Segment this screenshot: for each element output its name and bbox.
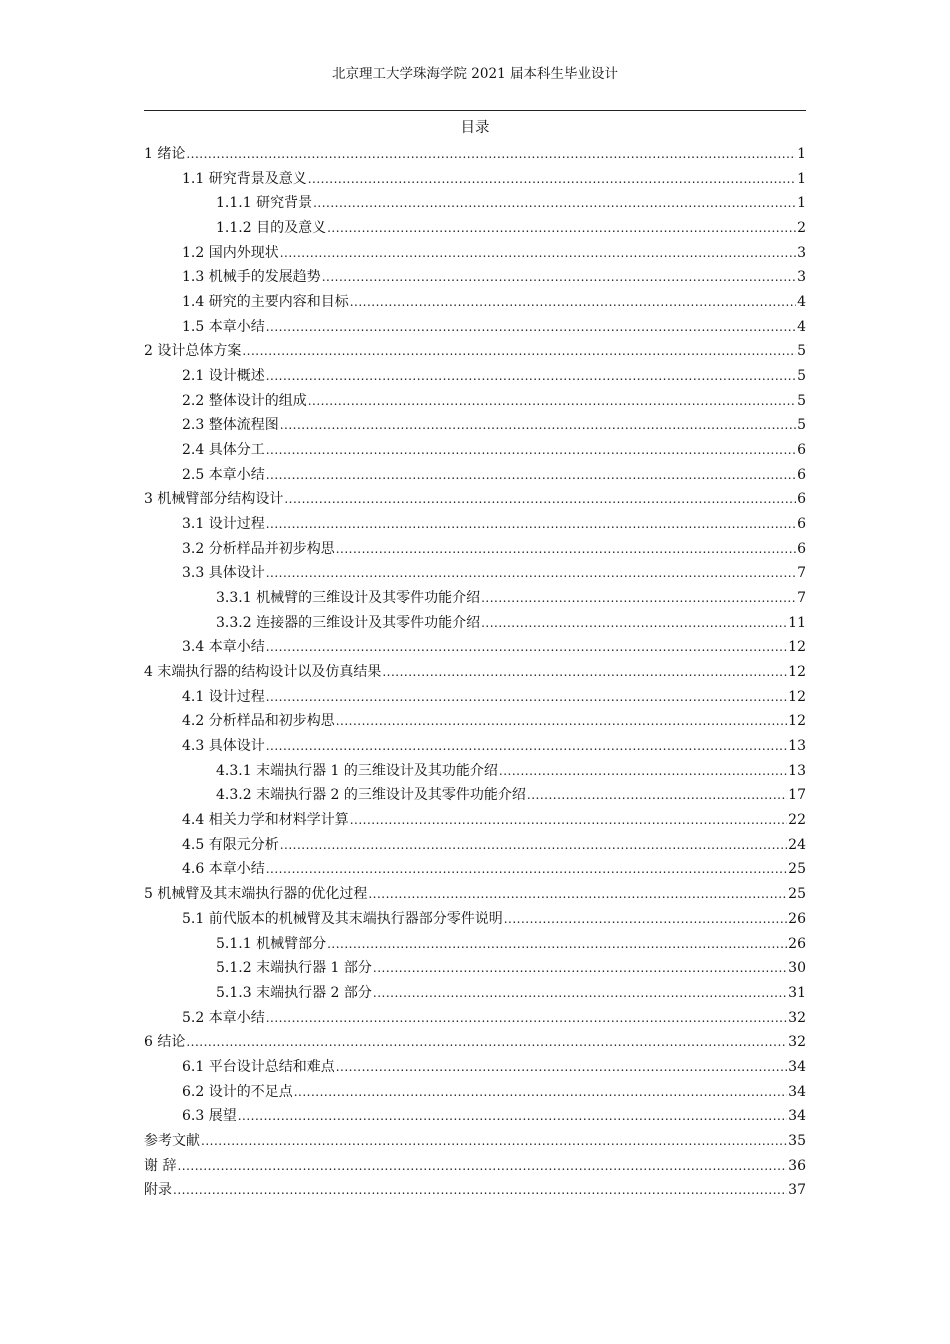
toc-entry[interactable] [144, 1055, 806, 1080]
toc-entry-page-number: 34 [788, 1058, 806, 1075]
toc-entry[interactable] [144, 586, 806, 611]
toc-dot-leader [266, 364, 796, 389]
toc-entry[interactable] [144, 438, 806, 463]
toc-entry-label: 2.1 设计概述 [182, 368, 265, 385]
toc-entry-page-number: 2 [797, 220, 806, 237]
toc-entry-label: 3.3 具体设计 [182, 565, 265, 582]
toc-dot-leader [336, 537, 796, 562]
toc-entry-label: 4.5 有限元分析 [182, 836, 279, 853]
toc-entry[interactable] [144, 487, 806, 512]
toc-entry[interactable] [144, 537, 806, 562]
toc-dot-leader [177, 1154, 787, 1179]
toc-entry-page-number: 5 [797, 392, 806, 409]
toc-dot-leader [280, 413, 796, 438]
toc-entry-label: 6.3 展望 [182, 1108, 237, 1125]
toc-entry-label: 2.2 整体设计的组成 [182, 392, 307, 409]
toc-entry[interactable] [144, 290, 806, 315]
toc-entry-page-number: 5 [797, 368, 806, 385]
toc-entry[interactable] [144, 413, 806, 438]
toc-entry[interactable] [144, 857, 806, 882]
toc-entry[interactable] [144, 1030, 806, 1055]
toc-dot-leader [322, 265, 796, 290]
toc-entry-label: 5.2 本章小结 [182, 1009, 265, 1026]
toc-entry[interactable] [144, 265, 806, 290]
toc-entry[interactable] [144, 833, 806, 858]
toc-entry-label: 5.1.2 末端执行器 1 部分 [216, 960, 372, 977]
toc-entry[interactable] [144, 512, 806, 537]
toc-entry[interactable] [144, 142, 806, 167]
toc-dot-leader [201, 1129, 787, 1154]
toc-entry-label: 3 机械臂部分结构设计 [144, 491, 284, 508]
toc-dot-leader [368, 882, 787, 907]
toc-entry-page-number: 1 [797, 146, 806, 162]
toc-entry-label: 2.3 整体流程图 [182, 417, 279, 434]
toc-entry-label: 6.2 设计的不足点 [182, 1083, 293, 1100]
toc-entry-label: 5.1.1 机械臂部分 [216, 935, 327, 952]
toc-dot-leader [266, 685, 787, 710]
toc-dot-leader [266, 635, 787, 660]
toc-entry-label: 3.1 设计过程 [182, 516, 265, 533]
toc-entry[interactable] [144, 463, 806, 488]
toc-entry-page-number: 24 [788, 836, 806, 853]
toc-entry-page-number: 12 [788, 639, 806, 656]
toc-entry-page-number: 32 [788, 1009, 806, 1026]
toc-entry[interactable] [144, 783, 806, 808]
toc-title: 目录 [460, 120, 490, 136]
toc-entry-label: 4.4 相关力学和材料学计算 [182, 812, 349, 829]
toc-entry-label: 4 末端执行器的结构设计以及仿真结果 [144, 664, 382, 681]
toc-dot-leader [527, 783, 787, 808]
toc-dot-leader [186, 142, 796, 167]
toc-dot-leader [336, 709, 787, 734]
toc-entry-page-number: 37 [788, 1182, 806, 1199]
toc-entry-page-number: 12 [788, 664, 806, 681]
toc-entry-page-number: 34 [788, 1108, 806, 1125]
toc-entry[interactable] [144, 315, 806, 340]
toc-entry-label: 1.1 研究背景及意义 [182, 170, 307, 187]
toc-entry-label: 2.4 具体分工 [182, 442, 265, 459]
toc-entry-label: 1.1.1 研究背景 [216, 195, 313, 212]
toc-dot-leader [294, 1080, 787, 1105]
toc-entry[interactable] [144, 191, 806, 216]
toc-entry-label: 5.1.3 末端执行器 2 部分 [216, 984, 372, 1001]
toc-entry[interactable] [144, 561, 806, 586]
toc-dot-leader [266, 857, 787, 882]
toc-dot-leader [373, 956, 787, 981]
toc-entry-page-number: 17 [788, 787, 806, 804]
toc-entry[interactable] [144, 1006, 806, 1031]
toc-dot-leader [266, 561, 796, 586]
toc-entry[interactable] [144, 709, 806, 734]
toc-entry[interactable] [144, 808, 806, 833]
toc-entry-label: 3.2 分析样品并初步构思 [182, 540, 335, 557]
toc-dot-leader [350, 808, 787, 833]
toc-entry-label: 附录 [144, 1182, 172, 1199]
toc-dot-leader [266, 463, 796, 488]
toc-dot-leader [481, 586, 796, 611]
table-of-contents [144, 142, 806, 1203]
toc-dot-leader [280, 833, 787, 858]
toc-entry-label: 1.5 本章小结 [182, 318, 265, 335]
toc-dot-leader [266, 315, 796, 340]
toc-entry-page-number: 22 [788, 812, 806, 829]
toc-dot-leader [173, 1178, 787, 1203]
toc-entry[interactable] [144, 1129, 806, 1154]
toc-entry-label: 2.5 本章小结 [182, 466, 265, 483]
toc-dot-leader [327, 216, 796, 241]
toc-entry-label: 5 机械臂及其末端执行器的优化过程 [144, 886, 368, 903]
toc-entry-page-number: 5 [797, 343, 806, 360]
toc-entry[interactable] [144, 1178, 806, 1203]
toc-entry-page-number: 1 [797, 195, 806, 212]
toc-dot-leader [373, 981, 787, 1006]
toc-entry-page-number: 3 [797, 244, 806, 261]
toc-entry-label: 1.1.2 目的及意义 [216, 220, 327, 237]
toc-dot-leader [266, 734, 787, 759]
toc-entry-page-number: 4 [797, 318, 806, 335]
toc-entry[interactable] [144, 1104, 806, 1129]
toc-entry-label: 谢 辞 [144, 1157, 177, 1174]
toc-entry[interactable] [144, 981, 806, 1006]
toc-entry-page-number: 6 [797, 442, 806, 459]
toc-entry-page-number: 3 [797, 269, 806, 286]
toc-entry[interactable] [144, 1154, 806, 1179]
toc-entry-label: 4.6 本章小结 [182, 861, 265, 878]
toc-dot-leader [350, 290, 796, 315]
toc-entry-label: 4.3 具体设计 [182, 738, 265, 755]
toc-entry-label: 3.3.1 机械臂的三维设计及其零件功能介绍 [216, 590, 481, 607]
toc-entry-label: 5.1 前代版本的机械臂及其末端执行器部分零件说明 [182, 910, 503, 927]
toc-dot-leader [280, 241, 796, 266]
toc-entry-label: 4.1 设计过程 [182, 688, 265, 705]
toc-entry-page-number: 6 [797, 491, 806, 508]
toc-entry-page-number: 5 [797, 417, 806, 434]
running-header: 北京理工大学珠海学院 2021 届本科生毕业设计 [332, 66, 618, 82]
toc-entry[interactable] [144, 882, 806, 907]
toc-dot-leader [336, 1055, 787, 1080]
toc-entry[interactable] [144, 907, 806, 932]
toc-entry-page-number: 12 [788, 688, 806, 705]
toc-entry-label: 4.3.2 末端执行器 2 的三维设计及其零件功能介绍 [216, 787, 526, 804]
toc-entry-page-number: 13 [788, 738, 806, 755]
toc-entry-label: 3.3.2 连接器的三维设计及其零件功能介绍 [216, 614, 481, 631]
toc-dot-leader [308, 167, 796, 192]
toc-dot-leader [266, 512, 796, 537]
toc-entry[interactable] [144, 364, 806, 389]
toc-entry-page-number: 6 [797, 516, 806, 533]
toc-entry[interactable] [144, 1080, 806, 1105]
toc-entry-label: 1.3 机械手的发展趋势 [182, 269, 321, 286]
toc-entry[interactable] [144, 389, 806, 414]
toc-entry[interactable] [144, 685, 806, 710]
toc-entry-page-number: 4 [797, 294, 806, 311]
toc-entry-label: 6.1 平台设计总结和难点 [182, 1058, 335, 1075]
toc-entry[interactable] [144, 932, 806, 957]
toc-entry-page-number: 6 [797, 540, 806, 557]
toc-entry-page-number: 26 [788, 935, 806, 952]
toc-entry[interactable] [144, 339, 806, 364]
toc-entry-page-number: 7 [797, 565, 806, 582]
toc-entry-page-number: 11 [788, 614, 806, 631]
toc-entry-page-number: 35 [788, 1132, 806, 1149]
toc-dot-leader [266, 1006, 787, 1031]
toc-dot-leader [313, 191, 796, 216]
toc-entry[interactable] [144, 635, 806, 660]
toc-entry-page-number: 31 [788, 984, 806, 1001]
toc-entry-label: 1 绪论 [144, 146, 186, 162]
toc-entry[interactable] [144, 611, 806, 636]
toc-entry[interactable] [144, 660, 806, 685]
toc-dot-leader [284, 487, 796, 512]
toc-dot-leader [481, 611, 787, 636]
toc-entry-label: 6 结论 [144, 1034, 186, 1051]
toc-dot-leader [382, 660, 787, 685]
toc-entry-label: 参考文献 [144, 1132, 200, 1149]
header-divider [144, 110, 806, 111]
toc-dot-leader [308, 389, 796, 414]
toc-entry[interactable] [144, 759, 806, 784]
toc-dot-leader [186, 1030, 787, 1055]
toc-dot-leader [499, 759, 787, 784]
toc-entry[interactable] [144, 216, 806, 241]
toc-entry-page-number: 25 [788, 886, 806, 903]
toc-dot-leader [327, 932, 787, 957]
toc-entry-page-number: 34 [788, 1083, 806, 1100]
toc-entry-label: 3.4 本章小结 [182, 639, 265, 656]
toc-dot-leader [266, 438, 796, 463]
toc-entry[interactable] [144, 241, 806, 266]
toc-entry-page-number: 30 [788, 960, 806, 977]
toc-entry-page-number: 26 [788, 910, 806, 927]
toc-dot-leader [504, 907, 787, 932]
toc-entry-page-number: 36 [788, 1157, 806, 1174]
toc-entry-page-number: 1 [797, 170, 806, 187]
toc-entry[interactable] [144, 956, 806, 981]
toc-entry-label: 4.3.1 末端执行器 1 的三维设计及其功能介绍 [216, 762, 498, 779]
toc-entry-page-number: 25 [788, 861, 806, 878]
toc-dot-leader [242, 339, 796, 364]
toc-entry-label: 1.4 研究的主要内容和目标 [182, 294, 349, 311]
toc-entry-page-number: 6 [797, 466, 806, 483]
toc-entry-label: 2 设计总体方案 [144, 343, 242, 360]
toc-entry-label: 4.2 分析样品和初步构思 [182, 713, 335, 730]
toc-entry-page-number: 12 [788, 713, 806, 730]
toc-entry[interactable] [144, 167, 806, 192]
toc-dot-leader [238, 1104, 787, 1129]
toc-entry-page-number: 7 [797, 590, 806, 607]
toc-entry-page-number: 32 [788, 1034, 806, 1051]
toc-entry[interactable] [144, 734, 806, 759]
toc-entry-page-number: 13 [788, 762, 806, 779]
toc-entry-label: 1.2 国内外现状 [182, 244, 279, 261]
